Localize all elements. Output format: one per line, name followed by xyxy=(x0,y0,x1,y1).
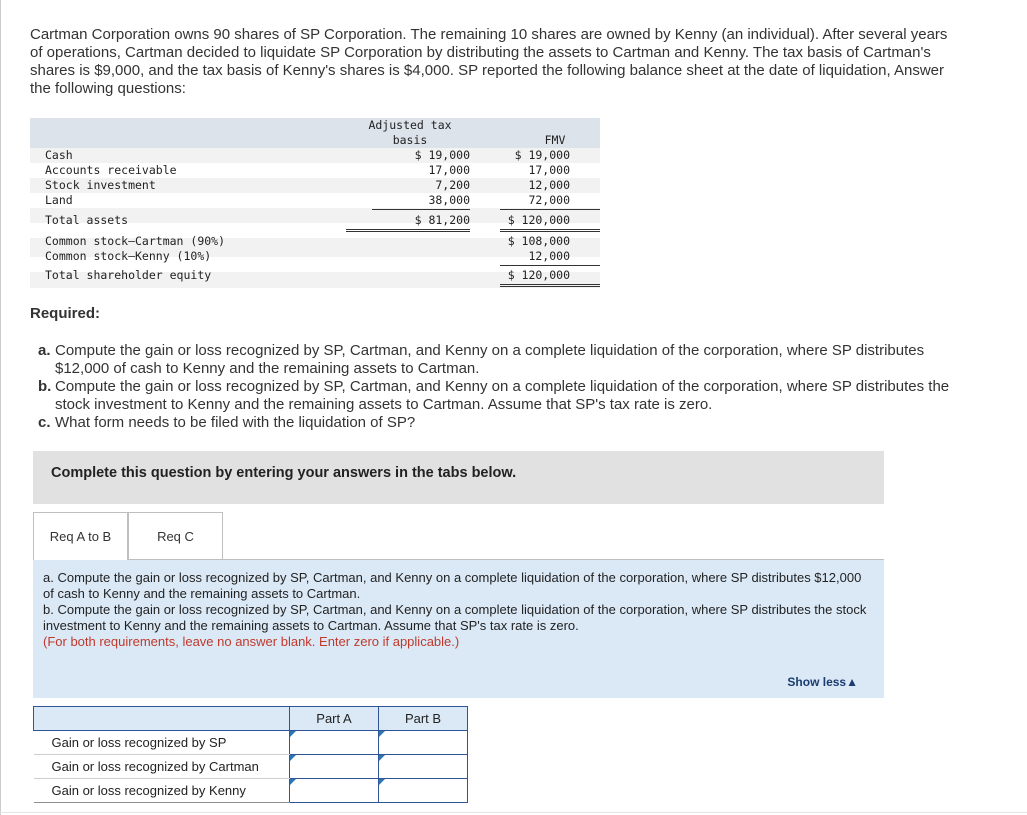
row-label-stock: Stock investment xyxy=(45,178,156,192)
basis-total-assets: $ 81,200 xyxy=(414,213,470,227)
input-marker-icon xyxy=(379,779,385,785)
fmv-total-equity: $ 120,000 xyxy=(507,268,570,282)
instruction-box: Complete this question by entering your answers in the tabs below. xyxy=(33,451,884,504)
input-kenny-part-b[interactable] xyxy=(379,779,468,803)
subtotal-line-basis xyxy=(372,209,470,210)
total-double-line-fmv xyxy=(500,229,600,232)
triangle-up-icon: ▲ xyxy=(846,675,858,689)
answer-table xyxy=(33,706,468,803)
row-label-cash: Cash xyxy=(45,148,73,162)
table-row xyxy=(34,755,468,779)
basis-cash: $ 19,000 xyxy=(414,148,470,162)
tab-req-a-to-b[interactable]: Req A to B xyxy=(33,512,128,560)
show-less-link[interactable]: Show less▲ xyxy=(787,675,858,689)
col-header-part-b: Part B xyxy=(379,707,468,731)
required-title: Required: xyxy=(30,305,101,322)
total-double-line-basis xyxy=(346,229,470,232)
panel-part-a-text: a. Compute the gain or loss recognized by SP, Cartman, and Kenny on a complete liquidation of the corporation, where SP distributes $12,000 of cash to Kenny and the remaining assets to Cartman. xyxy=(43,570,862,601)
equity-subtotal-line xyxy=(500,265,600,266)
input-marker-icon xyxy=(379,755,385,761)
required-item-b: b. Compute the gain or loss recognized by SP, Cartman, and Kenny on a complete liquidation of the corporation, where SP distributes the stock investment to Kenny and the remaining assets to Cartman. Assume that SP's tax rate is zero. xyxy=(38,378,950,413)
balance-sheet xyxy=(30,118,600,288)
page-bottom-border xyxy=(0,812,1027,813)
tab-req-c[interactable]: Req C xyxy=(128,512,223,560)
row-label-total-equity: Total shareholder equity xyxy=(45,268,212,282)
answer-table-corner xyxy=(34,707,290,731)
input-kenny-part-a[interactable] xyxy=(290,779,379,803)
header-basis-line2: basis xyxy=(392,133,428,147)
input-cartman-part-a[interactable] xyxy=(290,755,379,779)
fmv-ar: 17,000 xyxy=(528,163,570,177)
input-marker-icon xyxy=(290,755,296,761)
input-marker-icon xyxy=(290,779,296,785)
required-item-a: a. Compute the gain or loss recognized by SP, Cartman, and Kenny on a complete liquidation of the corporation, where SP distributes $12,000 of cash to Kenny and the remaining assets to Cartman. xyxy=(38,342,925,377)
header-basis-line1: Adjusted tax xyxy=(368,118,452,132)
input-cartman-part-b[interactable] xyxy=(379,755,468,779)
col-header-part-a: Part A xyxy=(290,707,379,731)
fmv-stock: 12,000 xyxy=(528,178,570,192)
tab-content-panel xyxy=(33,560,884,698)
row-label-sp: Gain or loss recognized by SP xyxy=(34,731,290,755)
required-item-c: c. What form needs to be filed with the liquidation of SP? xyxy=(38,414,416,431)
row-label-cs-cartman: Common stock–Cartman (90%) xyxy=(45,234,226,248)
page-left-border xyxy=(0,0,1,815)
basis-ar: 17,000 xyxy=(428,163,470,177)
row-label-ar: Accounts receivable xyxy=(45,163,177,177)
panel-part-b-text: b. Compute the gain or loss recognized by SP, Cartman, and Kenny on a complete liquidation of the corporation, where SP distributes the stock investment to Kenny and the remaining assets to Cartman. Assume that SP's tax rate is zero. xyxy=(43,602,867,633)
row-label-land: Land xyxy=(45,193,73,207)
input-sp-part-a[interactable] xyxy=(290,731,379,755)
input-sp-part-b[interactable] xyxy=(379,731,468,755)
fmv-cs-kenny: 12,000 xyxy=(528,249,570,263)
fmv-cash: $ 19,000 xyxy=(514,148,570,162)
table-row xyxy=(34,731,468,755)
required-list xyxy=(38,342,978,432)
row-label-cs-kenny: Common stock–Kenny (10%) xyxy=(45,249,212,263)
row-label-total-assets: Total assets xyxy=(45,213,129,227)
input-marker-icon xyxy=(379,731,385,737)
panel-note: (For both requirements, leave no answer blank. Enter zero if applicable.) xyxy=(43,634,460,649)
equity-double-line xyxy=(500,284,600,287)
row-label-cartman: Gain or loss recognized by Cartman xyxy=(34,755,290,779)
fmv-total-assets: $ 120,000 xyxy=(507,213,570,227)
subtotal-line-fmv xyxy=(500,209,600,210)
fmv-land: 72,000 xyxy=(528,193,570,207)
fmv-cs-cartman: $ 108,000 xyxy=(507,234,570,248)
input-marker-icon xyxy=(290,731,296,737)
basis-land: 38,000 xyxy=(428,193,470,207)
row-label-kenny: Gain or loss recognized by Kenny xyxy=(34,779,290,803)
table-row xyxy=(34,779,468,803)
problem-intro: Cartman Corporation owns 90 shares of SP Corporation. The remaining 10 shares are owned by Kenny (an individual). After several years of operations, Cartman decided to liquidate SP Corporation by distributing the assets to Cartman and Kenny. The tax basis of Cartman's shares is $9,000, and the tax basis of Kenny's shares is $4,000. SP reported the following balance sheet at the date of liquidation, Answer the following questions: xyxy=(30,26,948,97)
basis-stock: 7,200 xyxy=(435,178,470,192)
header-fmv: FMV xyxy=(544,133,566,147)
